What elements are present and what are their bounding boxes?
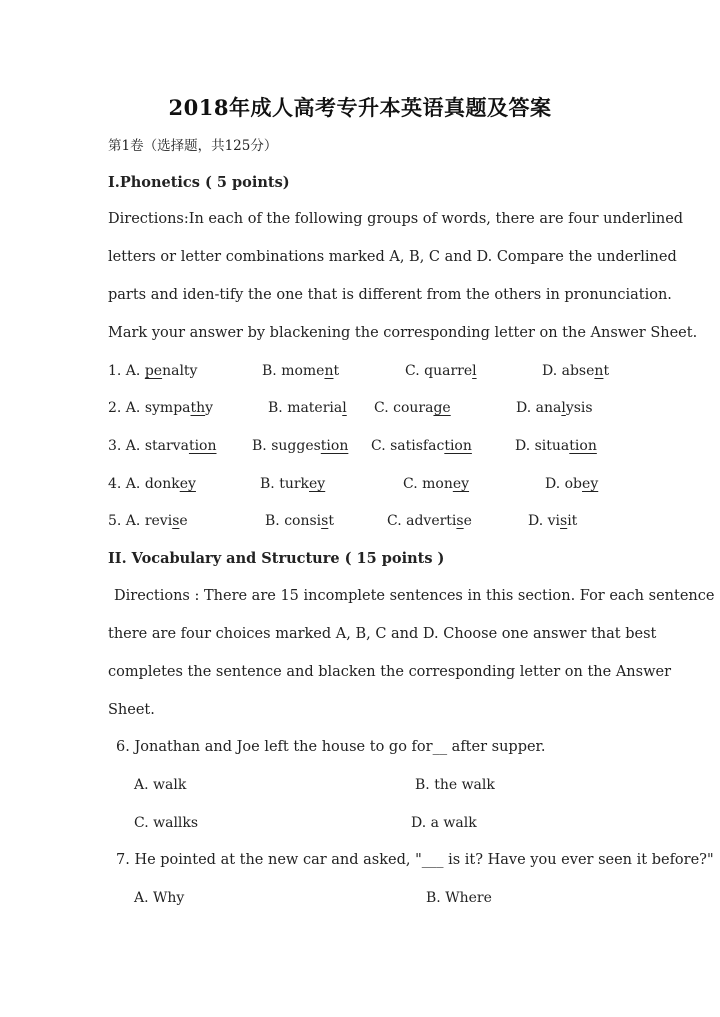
option-b: B. suggestion bbox=[252, 438, 349, 454]
option-a: 2. A. sympathy bbox=[108, 400, 214, 416]
option-d: D. absent bbox=[542, 363, 610, 379]
section2-directions-line: there are four choices marked A, B, C and D. Choose one answer that best bbox=[108, 626, 657, 642]
option-b: B. the walk bbox=[415, 777, 495, 793]
option-a: 5. A. revise bbox=[108, 513, 188, 529]
section2-directions-line: completes the sentence and blacken the corresponding letter on the Answer bbox=[108, 664, 672, 680]
option-b: B. moment bbox=[262, 363, 340, 379]
option-b: B. material bbox=[268, 400, 347, 416]
option-a: A. walk bbox=[134, 777, 187, 793]
option-d: D. visit bbox=[528, 513, 578, 529]
option-c: C. money bbox=[403, 476, 470, 492]
option-d: D. analysis bbox=[516, 400, 593, 416]
option-b: B. consist bbox=[265, 513, 334, 529]
option-a: 1. A. penalty bbox=[108, 363, 198, 379]
option-c: C. wallks bbox=[134, 815, 199, 831]
option-c: C. advertise bbox=[387, 513, 472, 529]
section2-directions-line: Directions : There are 15 incomplete sentences in this section. For each sentence bbox=[114, 588, 715, 604]
question-7-stem: 7. He pointed at the new car and asked, "___ is it? Have you ever seen it before?" bbox=[116, 852, 714, 868]
option-a: 3. A. starvation bbox=[108, 438, 217, 454]
section1-directions-line: Mark your answer by blackening the corresponding letter on the Answer Sheet. bbox=[108, 325, 698, 341]
section1-directions-line: letters or letter combinations marked A, B, C and D. Compare the underlined bbox=[108, 249, 677, 265]
section1-heading: I.Phonetics ( 5 points) bbox=[108, 174, 290, 191]
option-c: C. courage bbox=[374, 400, 451, 416]
option-a: 4. A. donkey bbox=[108, 476, 196, 492]
option-c: C. satisfaction bbox=[371, 438, 472, 454]
section1-directions-line: Directions:In each of the following groups of words, there are four underlined bbox=[108, 211, 684, 227]
option-b: B. turkey bbox=[260, 476, 326, 492]
section2-directions-line: Sheet. bbox=[108, 702, 155, 718]
document-title: 2018年成人高考专升本英语真题及答案 bbox=[168, 95, 552, 120]
section1-directions-line: parts and iden-tify the one that is different from the others in pronunciation. bbox=[108, 287, 672, 303]
option-a: A. Why bbox=[134, 890, 185, 906]
option-d: D. a walk bbox=[411, 815, 477, 831]
option-d: D. obey bbox=[545, 476, 599, 492]
question-6-stem: 6. Jonathan and Joe left the house to go for__ after supper. bbox=[116, 739, 546, 755]
paper-subtitle: 第1卷（选择题，共125分） bbox=[108, 138, 278, 154]
option-c: C. quarrel bbox=[405, 363, 477, 379]
option-b: B. Where bbox=[426, 890, 492, 906]
section2-heading: II. Vocabulary and Structure ( 15 points ) bbox=[108, 550, 445, 567]
option-d: D. situation bbox=[515, 438, 597, 454]
